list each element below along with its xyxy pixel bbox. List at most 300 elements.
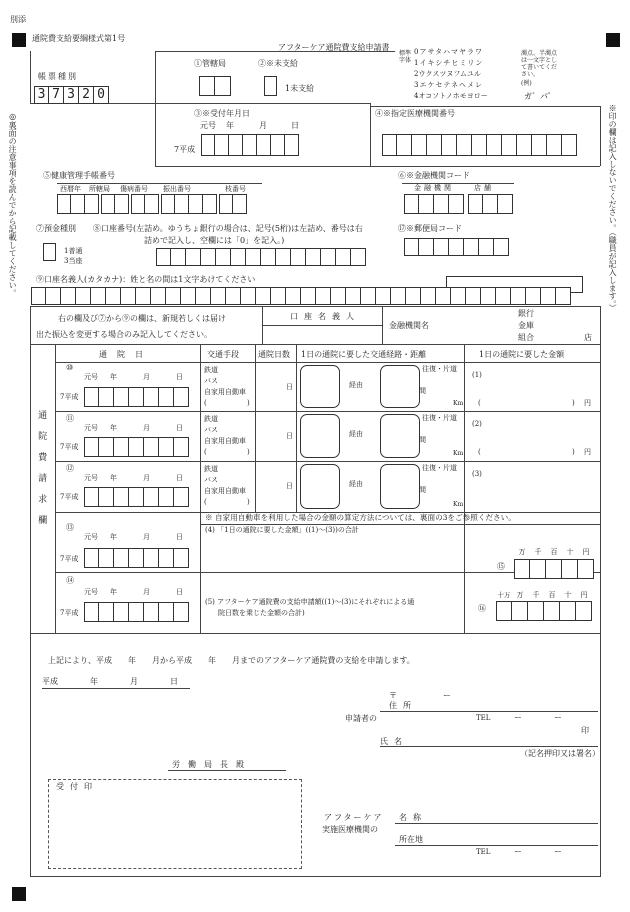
route-from[interactable] [300,414,340,458]
input-cell[interactable] [560,601,576,621]
frame-line [30,633,600,634]
input-cell[interactable] [219,194,233,214]
input-cell[interactable] [479,238,494,256]
input-cell[interactable] [321,248,336,266]
input-cell[interactable] [306,248,321,266]
input-cell[interactable] [457,134,472,156]
heisei-label: 7平成 [60,609,79,617]
bank-type: 金庫 [518,321,534,330]
input-cell[interactable] [186,248,201,266]
input-cell[interactable] [175,194,189,214]
input-cell[interactable] [233,194,247,214]
input-cell[interactable] [546,559,562,579]
paren-close: ) [247,448,250,456]
transport-row [200,461,600,512]
input-cell[interactable] [511,287,526,305]
input-cell[interactable] [231,248,246,266]
right-side-note: ※印の欄は記入しないでください。（職員が記入します。） [608,104,618,312]
input-cell[interactable] [412,134,427,156]
input-cell[interactable] [376,287,391,305]
km-label: Km [453,400,464,407]
input-cell[interactable] [483,194,498,214]
input-cell[interactable] [129,487,144,507]
input-cell[interactable] [114,437,129,457]
input-cell[interactable] [468,194,483,214]
input-cell[interactable] [156,248,171,266]
yen-label: 円 [584,399,591,407]
transport-car: 自家用自動車 [204,437,246,445]
unpaid-option: 1未支給 [285,84,315,93]
account-holder-kana-input[interactable] [31,287,571,305]
input-cell[interactable] [404,194,419,214]
input-cell[interactable] [361,287,376,305]
frame-line [42,688,190,689]
input-cell[interactable] [101,194,115,214]
between-label: 間 [419,436,426,444]
input-cell[interactable] [316,287,331,305]
transport-row [200,411,600,461]
deposit-option: 1普通 [64,247,83,255]
input-cell[interactable] [159,387,174,407]
visit-date-input[interactable] [84,437,189,457]
account-number-input[interactable] [156,248,366,266]
frame-line [30,876,600,877]
day-label: 日 [291,121,299,130]
input-cell[interactable] [136,287,151,305]
frame-line [370,106,600,107]
seal-label: 印 [581,726,589,735]
frame-line [370,103,371,166]
input-cell[interactable] [464,238,479,256]
input-cell[interactable] [159,437,174,457]
account-number-label2: 詰めで記入し、空欄には「0」を記入。) [144,236,285,245]
heisei-label: 7平成 [60,443,79,451]
account-number-label: ⑧口座番号(左詰め。ゆうちょ銀行の場合は、記号(5桁)は左詰め、番号は右 [93,224,363,233]
input-cell[interactable] [562,559,578,579]
signature-note: （記名押印又は署名） [520,749,600,758]
heisei-label: 7平成 [60,393,79,401]
input-cell[interactable] [99,487,114,507]
digit-cell: 3 [64,86,79,104]
input-cell[interactable] [199,76,215,96]
input-cell[interactable] [171,248,186,266]
input-cell[interactable] [481,287,496,305]
health-book-col: 所轄局 [89,185,110,193]
heisei-label: 7平成 [60,555,79,563]
addressee: 労 働 局 長 殿 [172,760,244,769]
row-number: ⑪ [66,414,74,423]
km-label: Km [453,501,464,508]
registration-mark-top-right [606,33,620,47]
input-cell[interactable] [451,287,466,305]
input-cell[interactable] [196,287,211,305]
input-cell[interactable] [114,487,129,507]
input-cell[interactable] [256,287,271,305]
input-cell[interactable] [71,194,85,214]
postal-code-input[interactable] [404,238,509,256]
input-cell[interactable] [502,134,517,156]
month-label: 月 [143,588,150,596]
input-cell[interactable] [404,238,419,256]
input-cell[interactable] [121,287,136,305]
input-cell[interactable] [159,487,174,507]
digit-unit: 円 [582,548,590,556]
round-trip-label: 往復・片道 [422,414,457,422]
paren-close: ) [572,448,575,456]
input-cell[interactable] [556,287,571,305]
ocr-note: さい。 [521,71,540,78]
institution-address-label: 所在地 [399,835,423,844]
input-cell[interactable] [526,287,541,305]
sum15-input[interactable] [514,559,594,579]
frame-line [30,306,31,634]
input-cell[interactable] [541,287,556,305]
input-cell[interactable] [261,248,276,266]
year-label: 年 [110,588,117,596]
declaration-statement: 上記により、平成 年 月から平成 年 月までのアフターケア通院費の支給を申請します。 [48,656,415,665]
notice-line1: 右の欄及び⑦から⑨の欄は、新規若しくは届け [58,314,226,323]
unpaid-input[interactable] [264,76,277,96]
era-label: 元号 [84,373,98,381]
health-book-col: 西暦年 [60,185,81,193]
input-cell[interactable] [449,238,464,256]
input-cell[interactable] [85,194,99,214]
input-cell[interactable] [226,287,241,305]
input-cell[interactable] [174,487,189,507]
claim-header: 通院日 [99,350,153,359]
address-label: 住所 [389,701,417,710]
row-number: ⑩ [66,363,74,372]
deposit-type-input[interactable] [43,243,56,261]
postal-code-label: ⑰※郵便局コード [398,224,462,233]
input-cell[interactable] [419,238,434,256]
input-cell[interactable] [159,548,174,568]
input-cell[interactable] [291,248,306,266]
input-cell[interactable] [512,601,528,621]
paren-open: ( [204,399,207,407]
input-cell[interactable] [517,134,532,156]
sum-label: (4) 「1日の通院に要した金額」((1)～(3))の合計 [205,526,359,534]
input-cell[interactable] [530,559,546,579]
frame-line [395,823,598,824]
transport-bus: バス [204,476,218,484]
designated-institution-label: ④※指定医療機関番号 [375,109,455,118]
input-cell[interactable] [76,287,91,305]
input-cell[interactable] [397,134,412,156]
input-cell[interactable] [547,134,562,156]
input-cell[interactable] [285,134,299,156]
year-label: 年 [110,533,117,541]
ocr-row: 4オコソトノホモヨロー [414,92,488,100]
input-cell[interactable] [61,287,76,305]
input-cell[interactable] [46,287,61,305]
input-cell[interactable] [174,437,189,457]
input-cell[interactable] [114,602,129,622]
input-cell[interactable] [442,134,457,156]
visit-date-input[interactable] [84,487,189,507]
applicant-label: 申請者の [345,714,377,723]
deposit-type-label: ⑦預金種別 [36,224,76,233]
input-cell[interactable] [241,287,256,305]
input-cell[interactable] [84,602,99,622]
digit-cell: 3 [34,86,49,104]
digit-unit: 万 [518,548,526,556]
ocr-sample [399,48,559,106]
claim-header: 1日の通院に要した交通経路・距離 [301,350,427,359]
month-label: 月 [143,533,150,541]
frame-line [30,344,600,345]
digit-unit: 千 [534,548,542,556]
ocr-row: 2ウクスツヌフムユル [414,70,481,78]
form-number: 通院費支給要綱様式第1号 [32,34,126,43]
year-label: 年 [226,121,234,130]
digit-unit-16 [496,592,592,599]
postal-mark: 〒 [389,691,397,700]
input-cell[interactable] [215,76,231,96]
input-cell[interactable] [131,194,145,214]
input-cell[interactable] [434,194,449,214]
input-cell[interactable] [57,194,71,214]
input-cell[interactable] [331,287,346,305]
input-cell[interactable] [498,194,513,214]
input-cell[interactable] [114,387,129,407]
branch-label: 店 [584,333,592,342]
input-cell[interactable] [99,548,114,568]
input-cell[interactable] [144,548,159,568]
input-cell[interactable] [144,487,159,507]
input-cell[interactable] [144,602,159,622]
designated-institution-input[interactable] [382,134,577,156]
frame-line [55,344,56,633]
input-cell[interactable] [449,194,464,214]
input-cell[interactable] [31,287,46,305]
account-holder-label: 口座名義人 [290,312,360,321]
input-cell[interactable] [246,248,261,266]
input-cell[interactable] [114,548,129,568]
input-cell[interactable] [144,437,159,457]
input-cell[interactable] [419,194,434,214]
frame-line [380,746,598,747]
input-cell[interactable] [532,134,547,156]
day-label: 日 [176,588,183,596]
input-cell[interactable] [84,548,99,568]
input-cell[interactable] [211,287,226,305]
input-cell[interactable] [494,238,509,256]
input-cell[interactable] [144,387,159,407]
input-cell[interactable] [351,248,366,266]
input-cell[interactable] [174,548,189,568]
input-cell[interactable] [487,134,502,156]
frame-line [155,51,395,52]
input-cell[interactable] [174,602,189,622]
bank-type: 銀行 [518,309,534,318]
input-cell[interactable] [115,194,129,214]
input-cell[interactable] [129,548,144,568]
paren-close: ) [247,399,250,407]
ocr-row: 1イキシチヒミリン [414,59,484,67]
era-label: 元号 [84,588,98,596]
money-number: (1) [472,371,482,379]
input-cell[interactable] [151,287,166,305]
input-cell[interactable] [106,287,121,305]
input-cell[interactable] [271,287,286,305]
via-label: 経由 [349,430,363,438]
registration-mark-bottom-left [12,887,26,901]
row-number: ⑬ [66,523,74,532]
input-cell[interactable] [229,134,243,156]
input-cell[interactable] [159,602,174,622]
num15-label: ⑮ [497,562,505,571]
claim-header: 通院日数 [258,350,290,359]
input-cell[interactable] [91,287,106,305]
input-cell[interactable] [243,134,257,156]
input-cell[interactable] [436,287,451,305]
transport-rail: 鉄道 [204,465,218,473]
num16-label: ⑯ [478,604,486,613]
form-type-label: 帳票種別 [38,72,78,81]
input-cell[interactable] [578,559,594,579]
route-to[interactable] [380,464,420,509]
frame-line [600,306,601,634]
year-label: 年 [110,373,117,381]
day-label: 日 [176,373,183,381]
route-from[interactable] [300,464,340,509]
inst-tel-label: TEL [476,848,491,856]
paren-open: ( [478,399,481,407]
ocr-note: 濁点、半濁点 [521,50,558,57]
input-cell[interactable] [466,287,481,305]
visit-date-input[interactable] [84,602,189,622]
input-cell[interactable] [84,387,99,407]
route-to[interactable] [380,365,420,408]
input-cell[interactable] [514,559,530,579]
frame-line [464,524,465,633]
ocr-note: て書いてくだ [521,64,558,71]
received-date-label: ③※受付年月日 [194,109,250,118]
input-cell[interactable] [271,134,285,156]
name-label: 氏名 [380,737,408,746]
health-book-input[interactable] [57,194,247,214]
tel-label: TEL [476,714,491,722]
received-stamp-box [48,779,302,869]
input-cell[interactable] [84,437,99,457]
input-cell[interactable] [145,194,159,214]
input-cell[interactable] [216,248,231,266]
input-cell[interactable] [181,287,196,305]
input-cell[interactable] [166,287,181,305]
digit-cell: 0 [94,86,109,104]
input-cell[interactable] [544,601,560,621]
via-label: 経由 [349,381,363,389]
input-cell[interactable] [201,134,215,156]
input-cell[interactable] [528,601,544,621]
bureau-input[interactable] [199,76,231,96]
days-unit: 日 [286,482,293,490]
input-cell[interactable] [129,602,144,622]
input-cell[interactable] [576,601,592,621]
frame-line [382,306,383,344]
input-cell[interactable] [427,134,442,156]
input-cell[interactable] [84,487,99,507]
input-cell[interactable] [129,387,144,407]
transport-row [200,362,600,411]
route-to[interactable] [380,414,420,458]
attach-label: 別添 [10,15,26,24]
input-cell[interactable] [286,287,301,305]
input-cell[interactable] [496,601,512,621]
input-cell[interactable] [434,238,449,256]
input-cell[interactable] [276,248,291,266]
input-cell[interactable] [215,134,229,156]
input-cell[interactable] [336,248,351,266]
registration-mark-top-left [12,33,26,47]
input-cell[interactable] [161,194,175,214]
input-cell[interactable] [406,287,421,305]
transport-car: 自家用自動車 [204,487,246,495]
received-date-input[interactable] [201,134,299,156]
input-cell[interactable] [496,287,511,305]
frame-line [57,183,262,184]
sum16-input[interactable] [496,601,592,621]
between-label: 間 [419,486,426,494]
digit-unit: 十 [566,548,574,556]
health-book-label: ⑤健康管理手帳番号 [43,171,115,180]
round-trip-label: 往復・片道 [422,464,457,472]
input-cell[interactable] [189,194,203,214]
frame-line [168,770,286,771]
input-cell[interactable] [472,134,487,156]
ocr-note: (例) [521,80,532,87]
ocr-sample-label: 標準字体 [399,50,412,65]
input-cell[interactable] [129,437,144,457]
year-label: 年 [110,474,117,482]
visit-date-input[interactable] [84,548,189,568]
input-cell[interactable] [99,437,114,457]
input-cell[interactable] [421,287,436,305]
input-cell[interactable] [174,387,189,407]
input-cell[interactable] [382,134,397,156]
input-cell[interactable] [257,134,271,156]
health-book-col: 枝番号 [225,185,246,193]
input-cell[interactable] [562,134,577,156]
input-cell[interactable] [99,387,114,407]
visit-date-input[interactable] [84,387,189,407]
input-cell[interactable] [99,602,114,622]
yen-label: 円 [584,448,591,456]
money-number: (2) [472,420,482,428]
ocr-note: は一文字とし [521,57,558,64]
health-book-col: 傷病番号 [120,185,148,193]
ocr-row: 0アサタハマヤラワ [414,48,484,56]
bank-code-input[interactable] [404,194,513,214]
route-from[interactable] [300,365,340,408]
digit-unit: 百 [548,591,556,599]
ocr-dakuten: ガ゛パ゜ [524,92,556,101]
health-book-col: 振出番号 [163,185,191,193]
input-cell[interactable] [203,194,217,214]
frame-line [600,106,601,166]
month-label: 月 [259,121,267,130]
input-cell[interactable] [391,287,406,305]
row-number: ⑫ [66,464,74,473]
input-cell[interactable] [201,248,216,266]
paren-open: ( [204,498,207,506]
bank-code-col: 金融機関 [414,184,454,192]
input-cell[interactable] [346,287,361,305]
input-cell[interactable] [301,287,316,305]
era-label: 元号 [84,533,98,541]
day-label: 日 [176,474,183,482]
